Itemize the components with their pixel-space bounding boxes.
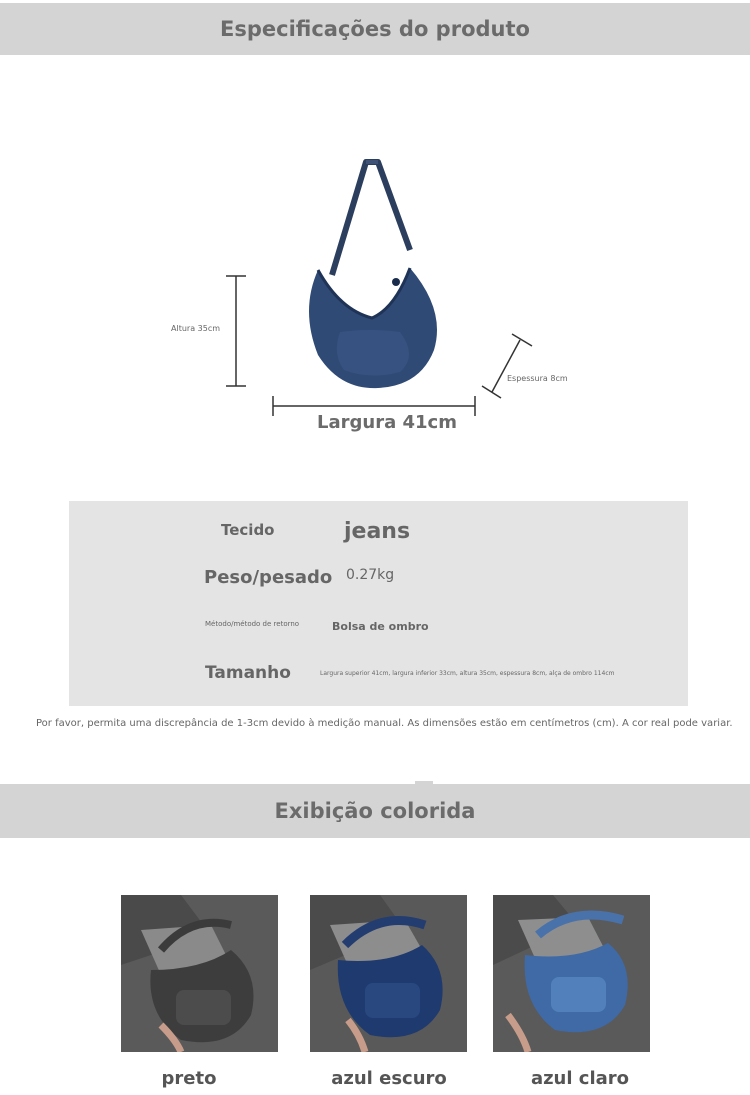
method-value: Bolsa de ombro (332, 620, 429, 633)
spec-table (69, 501, 688, 706)
fabric-value: jeans (344, 519, 411, 544)
bag-photo-black (121, 895, 278, 1052)
fabric-label: Tecido (221, 521, 275, 539)
bag-photo-light-blue (493, 895, 650, 1052)
weight-label: Peso/pesado (204, 567, 333, 588)
thickness-label: Espessura 8cm (507, 374, 568, 383)
thickness-dimension-line (492, 340, 520, 392)
bag-photo-dark-blue (310, 895, 467, 1052)
spec-section-title: Especificações do produto (220, 17, 530, 41)
color-section-title: Exibição colorida (274, 799, 476, 823)
color-section-header (0, 784, 750, 838)
color-swatch-azul-escuro[interactable] (310, 895, 467, 1052)
size-value: Largura superior 41cm, largura inferior 33cm, altura 35cm, espessura 8cm, alça de ombro 114cm (320, 670, 615, 677)
color-label-preto: preto (161, 1068, 217, 1089)
color-label-azul-claro: azul claro (530, 1068, 630, 1089)
method-label: Método/método de retorno (205, 620, 300, 628)
measurement-note: Por favor, permita uma discrepância de 1-3cm devido à medição manual. As dimensões estão em centímetros (cm). A cor real pode variar. (36, 718, 733, 729)
width-label: Largura 41cm (317, 412, 457, 433)
height-label: Altura 35cm (171, 324, 221, 333)
color-label-azul-escuro: azul escuro (331, 1068, 447, 1089)
size-label: Tamanho (205, 663, 291, 683)
weight-value: 0.27kg (346, 567, 395, 583)
product-dimension-diagram (0, 150, 750, 420)
color-swatch-azul-claro[interactable] (493, 895, 650, 1052)
color-swatch-preto[interactable] (121, 895, 278, 1052)
spec-section-header (0, 3, 750, 55)
